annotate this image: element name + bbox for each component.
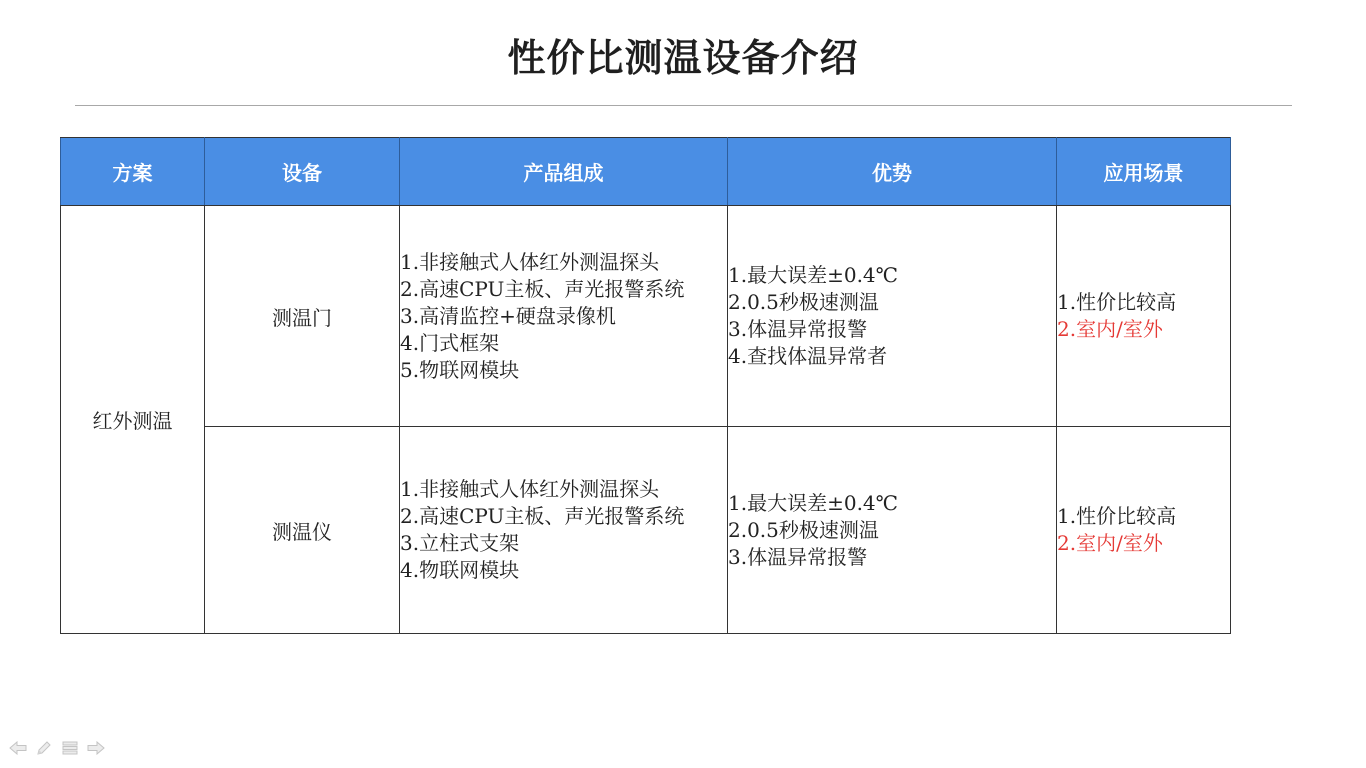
prev-arrow-icon [9, 741, 27, 755]
composition-item: 3.立柱式支架 [400, 531, 520, 555]
scheme-cell [61, 206, 205, 634]
scenario-item: 1.性价比较高 [1057, 504, 1177, 528]
pen-tool-button[interactable] [34, 739, 54, 757]
composition-item: 4.门式框架 [400, 330, 500, 355]
header-scenarios: 应用场景 [1057, 138, 1231, 206]
composition-item: 5.物联网模块 [400, 357, 520, 382]
composition-item: 3.高清监控+硬盘录像机 [400, 303, 616, 328]
advantage-item: 1.最大误差±0.4℃ [728, 263, 899, 287]
slideshow-nav-bar [8, 739, 106, 757]
slide-menu-button[interactable] [60, 739, 80, 757]
composition-item: 2.高速CPU主板、声光报警系统 [400, 276, 685, 301]
next-slide-button[interactable] [86, 739, 106, 757]
title-divider [75, 105, 1292, 106]
table-row [61, 427, 1231, 634]
composition-item: 2.高速CPU主板、声光报警系统 [400, 504, 685, 528]
menu-icon [62, 741, 78, 755]
advantage-item: 3.体温异常报警 [728, 317, 868, 341]
next-arrow-icon [87, 741, 105, 755]
header-scheme: 方案 [61, 138, 205, 206]
advantage-item: 2.0.5秒极速测温 [728, 290, 879, 314]
scenario-item: 1.性价比较高 [1057, 290, 1177, 314]
slide-title: 性价比测温设备介绍 [507, 36, 859, 80]
scenarios-cell [1057, 206, 1231, 427]
advantage-item: 2.0.5秒极速测温 [728, 517, 879, 542]
device-cell [205, 206, 400, 427]
spec-table [60, 137, 1231, 634]
composition-item: 1.非接触式人体红外测温探头 [400, 249, 660, 274]
composition-cell [400, 206, 728, 427]
advantage-item: 4.查找体温异常者 [728, 344, 888, 368]
composition-item: 1.非接触式人体红外测温探头 [400, 477, 660, 501]
header-advantages: 优势 [728, 138, 1057, 206]
advantages-cell [728, 206, 1057, 427]
scenario-item-highlight: 2.室内/室外 [1057, 317, 1163, 341]
scheme-label: 红外测温 [92, 409, 173, 433]
table-header-row [61, 138, 1231, 206]
composition-cell [400, 427, 728, 634]
advantages-cell [728, 427, 1057, 634]
device-name: 测温仪 [272, 519, 332, 544]
composition-item: 4.物联网模块 [400, 558, 520, 582]
table-row [61, 206, 1231, 427]
device-name: 测温门 [272, 305, 332, 330]
prev-slide-button[interactable] [8, 739, 28, 757]
header-composition: 产品组成 [400, 138, 728, 206]
advantage-item: 3.体温异常报警 [728, 544, 868, 569]
scenario-item-highlight: 2.室内/室外 [1057, 531, 1163, 555]
scenarios-cell [1057, 427, 1231, 634]
pen-icon [36, 740, 52, 756]
header-device: 设备 [205, 138, 400, 206]
advantage-item: 1.最大误差±0.4℃ [728, 490, 899, 515]
device-cell [205, 427, 400, 634]
